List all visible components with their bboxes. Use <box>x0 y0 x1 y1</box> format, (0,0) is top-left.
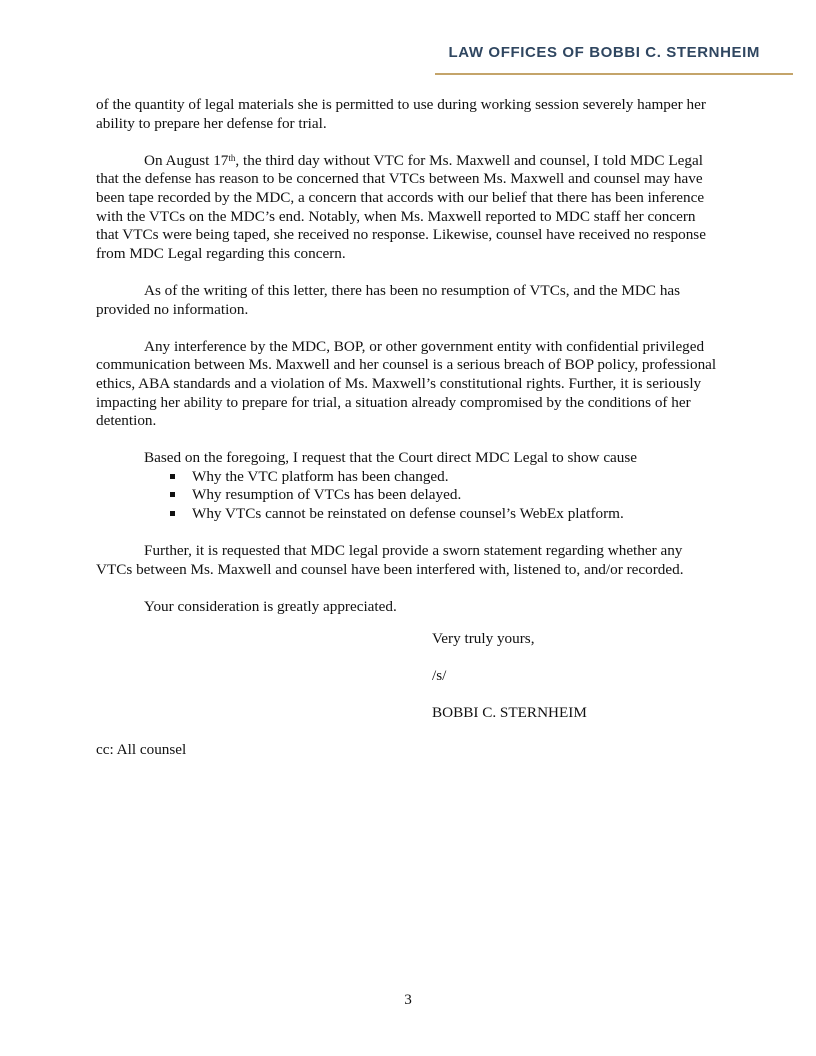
cc-line: cc: All counsel <box>96 741 187 758</box>
signature-name: BOBBI C. STERNHEIM <box>432 704 587 722</box>
request-list-item: Why resumption of VTCs has been delayed. <box>168 486 718 505</box>
request-list <box>96 468 718 524</box>
paragraph-interference: Any interference by the MDC, BOP, or other government entity with confidential privileged communication between Ms. Maxwell and her counsel is a serious breach of BOP policy, professional ethics, ABA standards and a violation of Ms. Maxwell’s constitutional rights. Further, it is seriously impacting her ability to prepare for trial, a situation already compromised by the conditions of her detention. <box>96 337 717 430</box>
paragraph-consideration: Your consideration is greatly appreciated. <box>144 598 397 616</box>
letter-body <box>96 96 718 635</box>
paragraph-august-17 <box>96 152 718 264</box>
letterhead-firm-name: LAW OFFICES OF BOBBI C. STERNHEIM <box>448 44 760 61</box>
paragraph-august-17-rest: , the third day without VTC for Ms. Maxwell and counsel, I told MDC Legal that the defense has reason to be concerned that VTCs between Ms. Maxwell and counsel may have been tape recorded by the MDC, a concern that accords with our belief that there has been inference with the VTCs on the MDC’s end. Notably, when Ms. Maxwell reported to MDC staff her concern that VTCs were being taped, she received no response. Likewise, counsel have received no response from MDC Legal regarding this concern. <box>96 151 706 262</box>
signature-closing: Very truly yours, <box>432 630 535 647</box>
page-number: 3 <box>404 991 412 1008</box>
paragraph-request-intro: Based on the foregoing, I request that the Court direct MDC Legal to show cause <box>144 449 638 467</box>
paragraph-no-resumption: As of the writing of this letter, there has been no resumption of VTCs, and the MDC has provided no information. <box>96 281 681 318</box>
request-list-item: Why VTCs cannot be reinstated on defense counsel’s WebEx platform. <box>168 505 718 524</box>
letterhead-divider <box>435 73 793 75</box>
signature-mark: /s/ <box>432 667 447 685</box>
paragraph-continuation: of the quantity of legal materials she is permitted to use during working session severely hamper her ability to prepare her defense for trial. <box>96 96 706 132</box>
paragraph-sworn-statement: Further, it is requested that MDC legal provide a sworn statement regarding whether any VTCs between Ms. Maxwell and counsel have been interfered with, listened to, and/or recorded. <box>96 542 684 578</box>
request-list-item: Why the VTC platform has been changed. <box>168 468 718 487</box>
paragraph-august-17-prefix: On August 17 <box>144 151 229 169</box>
ordinal-superscript: th <box>228 152 236 163</box>
signature-block <box>432 630 587 742</box>
